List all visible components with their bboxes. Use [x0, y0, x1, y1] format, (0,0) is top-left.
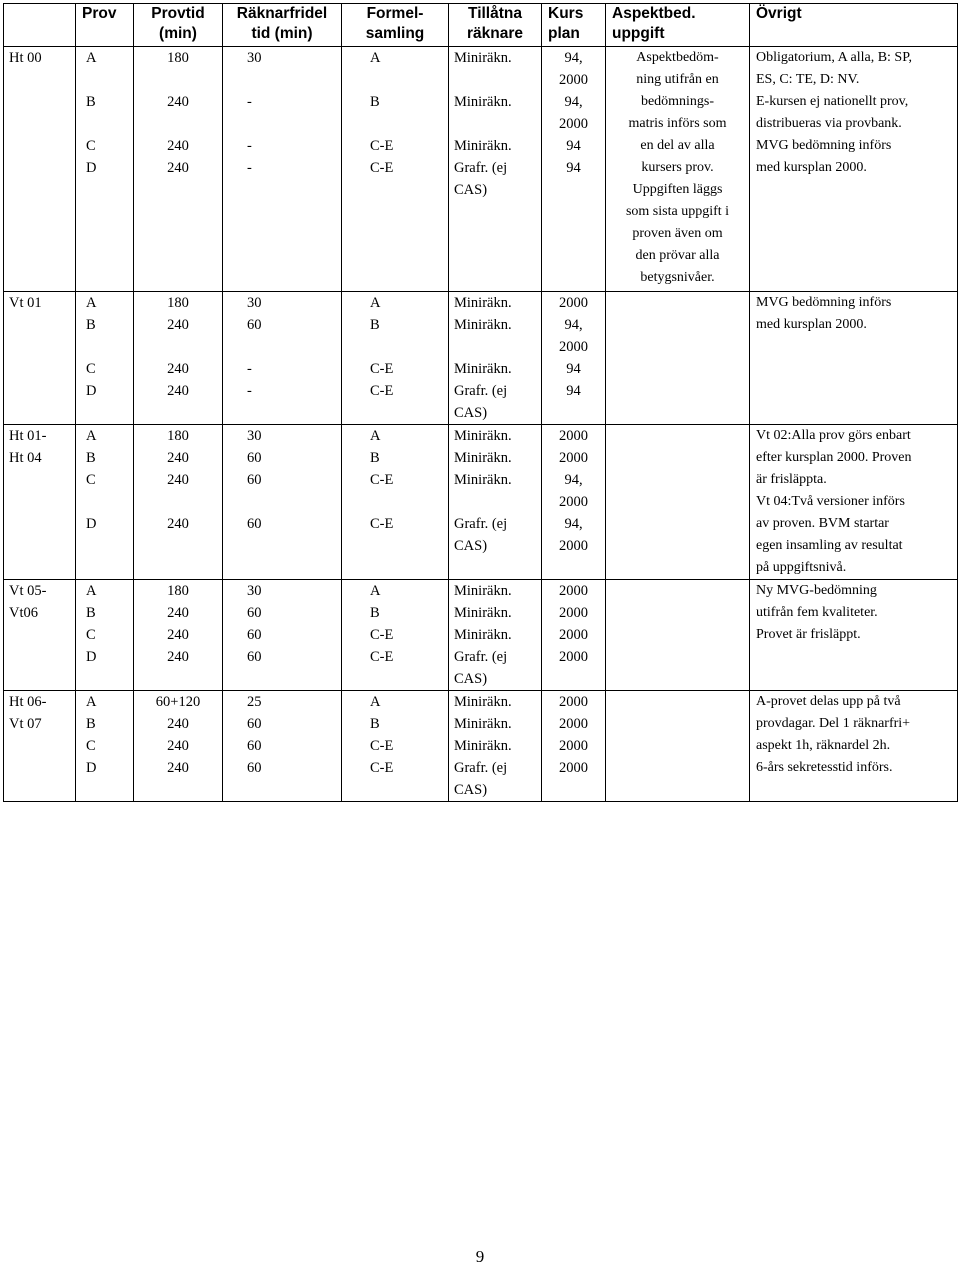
- cell-line: D: [86, 383, 97, 399]
- header-kursplan: Kurs plan: [542, 4, 606, 47]
- cell-line: 240: [167, 361, 189, 377]
- header-tillatna-raknare: Tillåtna räknare: [449, 4, 542, 47]
- cell-line: D: [86, 160, 97, 176]
- cell-line: 60: [247, 716, 262, 732]
- cell-line: -: [247, 383, 252, 399]
- ovrigt-cell: [750, 425, 958, 580]
- cell-line: B: [370, 94, 380, 110]
- cell-line: 2000: [559, 494, 588, 510]
- header-prov: Prov: [76, 4, 134, 47]
- cell-line: B: [86, 716, 96, 732]
- cell-line: 2000: [559, 738, 588, 754]
- ovrigt-cell: [750, 691, 958, 802]
- cell-line: C: [86, 627, 96, 643]
- cell-line: [370, 491, 443, 513]
- cell-line: A: [86, 295, 97, 311]
- header-formelsamling: Formel- samling: [342, 4, 449, 47]
- raknarfri-tid-cell: [223, 691, 342, 802]
- period-cell: [4, 691, 76, 802]
- cell-line: proven även om: [632, 226, 723, 241]
- cell-line: ES, C: TE, D: NV.: [756, 72, 860, 87]
- cell-line: CAS): [454, 538, 488, 554]
- cell-line: [86, 491, 128, 513]
- cell-line: C: [86, 361, 96, 377]
- cell-line: 240: [167, 760, 189, 776]
- cell-line: 60+120: [155, 694, 201, 710]
- raknarfri-tid-cell: [223, 47, 342, 292]
- cell-line: MVG bedömning införs: [756, 295, 892, 310]
- cell-line: [454, 336, 536, 358]
- cell-line: C-E: [370, 138, 394, 154]
- cell-line: 240: [167, 738, 189, 754]
- cell-line: Ht 04: [9, 450, 42, 466]
- cell-line: 240: [167, 383, 189, 399]
- period-cell: [4, 580, 76, 691]
- cell-line: MVG bedömning införs: [756, 138, 892, 153]
- prov-cell: [76, 580, 134, 691]
- cell-line: 30: [247, 583, 262, 599]
- cell-line: Ny MVG-bedömning: [756, 583, 877, 598]
- cell-line: 180: [167, 428, 189, 444]
- cell-line: Miniräkn.: [454, 627, 512, 643]
- cell-line: 94: [566, 138, 581, 154]
- header-period: [4, 4, 76, 47]
- aspektbed-cell: [606, 47, 750, 292]
- cell-line: C-E: [370, 627, 394, 643]
- cell-line: av proven. BVM startar: [756, 516, 889, 531]
- cell-line: 60: [247, 605, 262, 621]
- cell-line: Miniräkn.: [454, 94, 512, 110]
- cell-line: en del av alla: [640, 138, 715, 153]
- cell-line: distribueras via provbank.: [756, 116, 902, 131]
- prov-cell: [76, 47, 134, 292]
- cell-line: A: [86, 50, 97, 66]
- cell-line: [370, 113, 443, 135]
- cell-line: Miniräkn.: [454, 605, 512, 621]
- cell-line: 240: [167, 516, 189, 532]
- table-row: [4, 47, 958, 292]
- cell-line: -: [247, 138, 252, 154]
- cell-line: på uppgiftsnivå.: [756, 560, 847, 575]
- cell-line: [86, 336, 128, 358]
- cell-line: bedömnings-: [640, 94, 715, 109]
- cell-line: ning utifrån en: [636, 72, 719, 87]
- cell-line: A: [370, 428, 381, 444]
- kursplan-cell: [542, 425, 606, 580]
- cell-line: 60: [247, 760, 262, 776]
- cell-line: utifrån fem kvaliteter.: [756, 605, 878, 620]
- cell-line: A: [86, 583, 97, 599]
- cell-line: 2000: [559, 295, 588, 311]
- cell-line: Vt06: [9, 605, 38, 621]
- cell-line: 240: [167, 472, 189, 488]
- cell-line: Miniräkn.: [454, 138, 512, 154]
- tillatna-raknare-cell: [449, 47, 542, 292]
- raknarfri-tid-cell: [223, 425, 342, 580]
- cell-line: Grafr. (ej: [454, 649, 508, 665]
- cell-line: 180: [167, 50, 189, 66]
- ovrigt-cell: [750, 580, 958, 691]
- table-row: [4, 425, 958, 580]
- tillatna-raknare-cell: [449, 425, 542, 580]
- tillatna-raknare-cell: [449, 292, 542, 425]
- period-cell: [4, 425, 76, 580]
- cell-line: B: [86, 317, 96, 333]
- cell-line: [247, 69, 336, 91]
- cell-line: -: [247, 94, 252, 110]
- cell-line: 25: [247, 694, 262, 710]
- cell-line: 240: [167, 450, 189, 466]
- cell-line: Grafr. (ej: [454, 760, 508, 776]
- cell-line: [247, 491, 336, 513]
- cell-line: C-E: [370, 383, 394, 399]
- table-header-row: [4, 4, 958, 47]
- cell-line: 60: [247, 317, 262, 333]
- cell-line: C-E: [370, 738, 394, 754]
- cell-line: den prövar alla: [635, 248, 720, 263]
- cell-line: 2000: [559, 72, 588, 88]
- cell-line: 240: [167, 160, 189, 176]
- cell-line: B: [370, 716, 380, 732]
- cell-line: 2000: [559, 583, 588, 599]
- header-provtid: Provtid (min): [134, 4, 223, 47]
- cell-line: med kursplan 2000.: [756, 317, 867, 332]
- cell-line: Ht 01-: [9, 428, 47, 444]
- cell-line: Grafr. (ej: [454, 383, 508, 399]
- aspektbed-cell: [606, 292, 750, 425]
- cell-line: [139, 336, 217, 358]
- cell-line: A: [370, 583, 381, 599]
- formelsamling-cell: [342, 580, 449, 691]
- cell-line: CAS): [454, 405, 488, 421]
- cell-line: 240: [167, 94, 189, 110]
- cell-line: 30: [247, 428, 262, 444]
- cell-line: som sista uppgift i: [625, 204, 730, 219]
- tillatna-raknare-cell: [449, 691, 542, 802]
- prov-cell: [76, 691, 134, 802]
- cell-line: C: [86, 138, 96, 154]
- cell-line: -: [247, 361, 252, 377]
- cell-line: Ht 00: [9, 50, 42, 66]
- cell-line: 6-års sekretesstid införs.: [756, 760, 893, 775]
- cell-line: [139, 69, 217, 91]
- cell-line: 30: [247, 50, 262, 66]
- cell-line: Ht 06-: [9, 694, 47, 710]
- header-aspektbed-uppgift: Aspektbed. uppgift: [606, 4, 750, 47]
- ovrigt-cell: [750, 292, 958, 425]
- cell-line: CAS): [454, 671, 488, 687]
- cell-line: 94: [566, 383, 581, 399]
- tillatna-raknare-cell: [449, 580, 542, 691]
- cell-line: med kursplan 2000.: [756, 160, 867, 175]
- table-row: [4, 292, 958, 425]
- cell-line: Grafr. (ej: [454, 516, 508, 532]
- cell-line: 60: [247, 516, 262, 532]
- cell-line: [139, 113, 217, 135]
- cell-line: C-E: [370, 361, 394, 377]
- cell-line: CAS): [454, 782, 488, 798]
- cell-line: 180: [167, 583, 189, 599]
- cell-line: 94,: [564, 472, 583, 488]
- formelsamling-cell: [342, 425, 449, 580]
- cell-line: B: [370, 317, 380, 333]
- cell-line: Vt 07: [9, 716, 42, 732]
- cell-line: 240: [167, 138, 189, 154]
- aspektbed-cell: [606, 691, 750, 802]
- prov-cell: [76, 425, 134, 580]
- cell-line: 2000: [559, 627, 588, 643]
- cell-line: [370, 336, 443, 358]
- cell-line: egen insamling av resultat: [756, 538, 903, 553]
- cell-line: 2000: [559, 694, 588, 710]
- cell-line: 60: [247, 450, 262, 466]
- cell-line: B: [370, 605, 380, 621]
- cell-line: B: [86, 605, 96, 621]
- cell-line: 2000: [559, 538, 588, 554]
- page-number: 9: [475, 1247, 485, 1266]
- cell-line: 2000: [559, 649, 588, 665]
- cell-line: A: [370, 694, 381, 710]
- cell-line: 240: [167, 716, 189, 732]
- cell-line: C: [86, 738, 96, 754]
- cell-line: 94: [566, 160, 581, 176]
- cell-line: 2000: [559, 760, 588, 776]
- cell-line: Aspektbedöm-: [636, 50, 719, 65]
- cell-line: A: [86, 694, 97, 710]
- cell-line: Miniräkn.: [454, 450, 512, 466]
- cell-line: A: [370, 295, 381, 311]
- cell-line: Grafr. (ej: [454, 160, 508, 176]
- exam-history-table: [3, 3, 958, 802]
- aspektbed-cell: [606, 425, 750, 580]
- header-ovrigt: Övrigt: [750, 4, 958, 47]
- cell-line: Miniräkn.: [454, 694, 512, 710]
- cell-line: 2000: [559, 716, 588, 732]
- cell-line: är frisläppta.: [756, 472, 827, 487]
- cell-line: CAS): [454, 182, 488, 198]
- provtid-cell: [134, 292, 223, 425]
- cell-line: 2000: [559, 450, 588, 466]
- cell-line: Vt 02:Alla prov görs enbart: [756, 428, 911, 443]
- cell-line: C-E: [370, 649, 394, 665]
- cell-line: 240: [167, 605, 189, 621]
- cell-line: efter kursplan 2000. Proven: [756, 450, 912, 465]
- cell-line: Miniräkn.: [454, 317, 512, 333]
- cell-line: [139, 491, 217, 513]
- cell-line: C-E: [370, 160, 394, 176]
- cell-line: D: [86, 760, 97, 776]
- kursplan-cell: [542, 47, 606, 292]
- cell-line: [454, 113, 536, 135]
- cell-line: Miniräkn.: [454, 428, 512, 444]
- cell-line: Miniräkn.: [454, 738, 512, 754]
- cell-line: B: [370, 450, 380, 466]
- cell-line: 94: [566, 361, 581, 377]
- cell-line: 180: [167, 295, 189, 311]
- cell-line: A: [86, 428, 97, 444]
- cell-line: C-E: [370, 760, 394, 776]
- cell-line: Miniräkn.: [454, 472, 512, 488]
- provtid-cell: [134, 580, 223, 691]
- cell-line: Vt 01: [9, 295, 42, 311]
- cell-line: 2000: [559, 116, 588, 132]
- cell-line: [454, 491, 536, 513]
- cell-line: Provet är frisläppt.: [756, 627, 861, 642]
- formelsamling-cell: [342, 292, 449, 425]
- period-cell: [4, 47, 76, 292]
- cell-line: aspekt 1h, räknardel 2h.: [756, 738, 891, 753]
- cell-line: [86, 113, 128, 135]
- cell-line: C: [86, 472, 96, 488]
- cell-line: 60: [247, 627, 262, 643]
- kursplan-cell: [542, 691, 606, 802]
- cell-line: 60: [247, 649, 262, 665]
- cell-line: 94,: [564, 50, 583, 66]
- table-row: [4, 691, 958, 802]
- period-cell: [4, 292, 76, 425]
- prov-cell: [76, 292, 134, 425]
- cell-line: Vt 04:Två versioner införs: [756, 494, 905, 509]
- cell-line: Miniräkn.: [454, 716, 512, 732]
- cell-line: B: [86, 450, 96, 466]
- cell-line: D: [86, 516, 97, 532]
- cell-line: 94,: [564, 516, 583, 532]
- cell-line: 30: [247, 295, 262, 311]
- cell-line: 2000: [559, 605, 588, 621]
- cell-line: kursers prov.: [641, 160, 714, 175]
- cell-line: [454, 69, 536, 91]
- cell-line: [370, 69, 443, 91]
- cell-line: A-provet delas upp på två: [756, 694, 901, 709]
- cell-line: -: [247, 160, 252, 176]
- cell-line: 94,: [564, 94, 583, 110]
- cell-line: Miniräkn.: [454, 583, 512, 599]
- raknarfri-tid-cell: [223, 580, 342, 691]
- provtid-cell: [134, 425, 223, 580]
- cell-line: C-E: [370, 516, 394, 532]
- cell-line: Vt 05-: [9, 583, 47, 599]
- cell-line: Miniräkn.: [454, 361, 512, 377]
- header-raknarfri-tid: Räknarfridel tid (min): [223, 4, 342, 47]
- cell-line: 240: [167, 317, 189, 333]
- table-row: [4, 580, 958, 691]
- cell-line: matris införs som: [628, 116, 727, 131]
- cell-line: Obligatorium, A alla, B: SP,: [756, 50, 912, 65]
- cell-line: 60: [247, 472, 262, 488]
- kursplan-cell: [542, 580, 606, 691]
- cell-line: betygsnivåer.: [640, 270, 715, 285]
- cell-line: A: [370, 50, 381, 66]
- formelsamling-cell: [342, 47, 449, 292]
- cell-line: 94,: [564, 317, 583, 333]
- cell-line: provdagar. Del 1 räknarfri+: [756, 716, 911, 731]
- cell-line: B: [86, 94, 96, 110]
- cell-line: [247, 336, 336, 358]
- provtid-cell: [134, 47, 223, 292]
- cell-line: 2000: [559, 428, 588, 444]
- formelsamling-cell: [342, 691, 449, 802]
- cell-line: E-kursen ej nationellt prov,: [756, 94, 909, 109]
- cell-line: Miniräkn.: [454, 295, 512, 311]
- cell-line: 240: [167, 649, 189, 665]
- aspektbed-cell: [606, 580, 750, 691]
- cell-line: 2000: [559, 339, 588, 355]
- provtid-cell: [134, 691, 223, 802]
- cell-line: 60: [247, 738, 262, 754]
- ovrigt-cell: [750, 47, 958, 292]
- cell-line: C-E: [370, 472, 394, 488]
- cell-line: Miniräkn.: [454, 50, 512, 66]
- cell-line: D: [86, 649, 97, 665]
- cell-line: [86, 69, 128, 91]
- cell-line: Uppgiften läggs: [632, 182, 723, 197]
- kursplan-cell: [542, 292, 606, 425]
- cell-line: [247, 113, 336, 135]
- raknarfri-tid-cell: [223, 292, 342, 425]
- cell-line: 240: [167, 627, 189, 643]
